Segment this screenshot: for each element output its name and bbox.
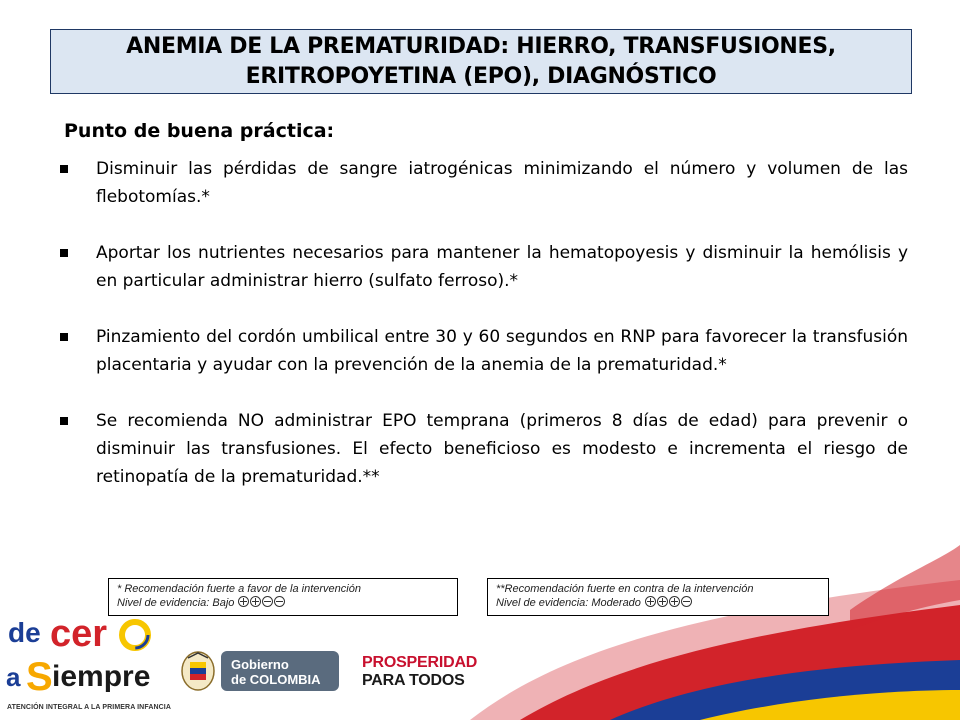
- note-line: **Recomendación fuerte en contra de la intervención: [496, 583, 754, 595]
- de-cero-a-siempre-logo: [4, 610, 169, 705]
- recommendation-note-against: [487, 578, 829, 616]
- note-evidence-text: Nivel de evidencia: Bajo: [117, 597, 235, 609]
- bullet-text: Disminuir las pérdidas de sangre iatrogénicas minimizando el número y volumen de las flebotomías.*: [96, 159, 908, 207]
- prosperidad-line-2: PARA TODOS: [362, 672, 465, 689]
- evidence-plus-circle-icon: [657, 596, 668, 607]
- page-title-line-2: ERITROPOYETINA (EPO), DIAGNÓSTICO: [245, 63, 717, 89]
- note-evidence-text: Nivel de evidencia: Moderado: [496, 597, 641, 609]
- evidence-plus-circle-icon: [250, 596, 261, 607]
- svg-text:de: de: [8, 617, 41, 648]
- list-item: [60, 239, 908, 295]
- prosperidad-para-todos-logo: [362, 654, 477, 690]
- svg-text:S: S: [26, 655, 53, 699]
- list-item: [60, 323, 908, 379]
- evidence-minus-circle-icon: [262, 596, 273, 607]
- bullet-text: Aportar los nutrientes necesarios para mantener la hematopoyesis y disminuir la hemólisis y en particular administrar hierro (sulfato ferroso).*: [96, 243, 908, 291]
- de-cero-a-siempre-tagline: ATENCIÓN INTEGRAL A LA PRIMERA INFANCIA: [7, 704, 171, 711]
- gobierno-de-colombia-logo: [221, 651, 339, 691]
- evidence-plus-circle-icon: [645, 596, 656, 607]
- bullet-list: [60, 155, 908, 491]
- subheading: Punto de buena práctica:: [64, 120, 335, 142]
- prosperidad-line-1: PROSPERIDAD: [362, 654, 478, 671]
- evidence-minus-circle-icon: [274, 596, 285, 607]
- bullet-square-icon: [60, 249, 68, 257]
- bullet-text: Se recomienda NO administrar EPO temprana (primeros 8 días de edad) para prevenir o disminuir las transfusiones. El efecto beneficioso es modesto e incrementa el riesgo de retinopatía de la prematuridad.**: [96, 411, 908, 487]
- evidence-plus-circle-icon: [238, 596, 249, 607]
- list-item: [60, 155, 908, 211]
- svg-text:a: a: [6, 662, 21, 692]
- evidence-minus-circle-icon: [681, 596, 692, 607]
- gobierno-line-1: Gobierno: [231, 657, 289, 672]
- svg-text:cer: cer: [50, 613, 108, 655]
- evidence-level-line: [496, 596, 820, 610]
- note-line: * Recomendación fuerte a favor de la intervención: [117, 583, 361, 595]
- gobierno-line-2: de COLOMBIA: [231, 672, 321, 687]
- page-title-line-1: ANEMIA DE LA PREMATURIDAD: HIERRO, TRANSFUSIONES,: [126, 33, 836, 59]
- svg-text:iempre: iempre: [52, 660, 151, 693]
- evidence-level-line: [117, 596, 449, 610]
- list-item: [60, 407, 908, 491]
- title-banner: [50, 29, 912, 94]
- bullet-square-icon: [60, 417, 68, 425]
- bullet-text: Pinzamiento del cordón umbilical entre 30 y 60 segundos en RNP para favorecer la transfusión placentaria y ayudar con la prevención de la anemia de la prematuridad.*: [96, 327, 908, 375]
- bullet-square-icon: [60, 165, 68, 173]
- evidence-plus-circle-icon: [669, 596, 680, 607]
- bullet-square-icon: [60, 333, 68, 341]
- colombia-coat-of-arms-icon: [180, 650, 216, 692]
